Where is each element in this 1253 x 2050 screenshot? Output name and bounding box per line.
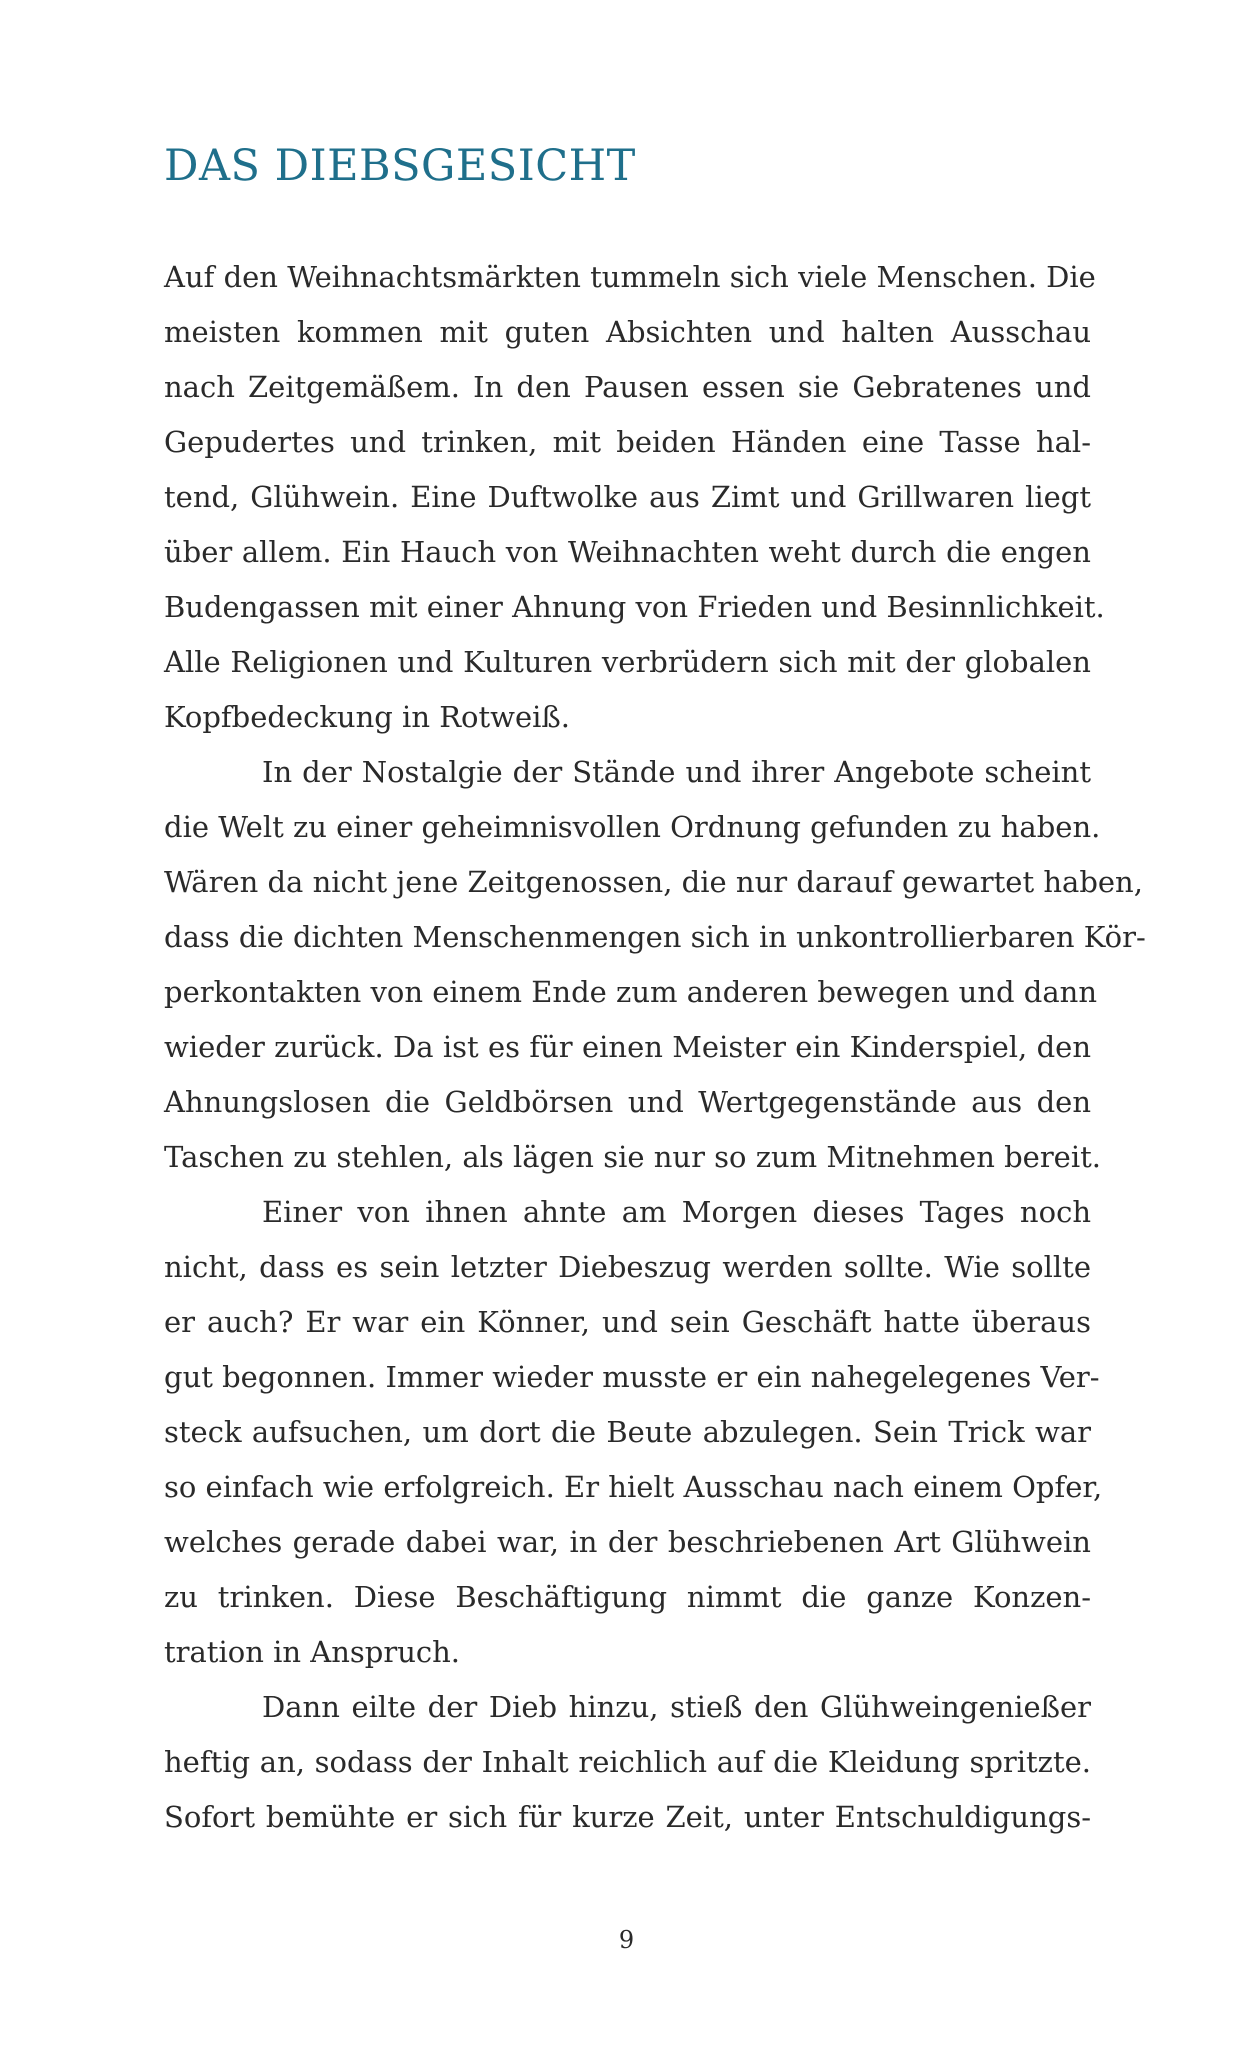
text-line: über allem. Ein Hauch von Weihnachten weht durch die engen	[164, 535, 1091, 569]
text-line: Alle Religionen und Kulturen verbrüdern sich mit der globalen	[164, 645, 1091, 679]
text-line: so einfach wie erfolgreich. Er hielt Ausschau nach einem Opfer,	[164, 1470, 1103, 1504]
text-line: Ahnungslosen die Geldbörsen und Wertgegenstände aus den	[164, 1085, 1091, 1119]
text-line: Taschen zu stehlen, als lägen sie nur so zum Mitnehmen bereit.	[164, 1140, 1101, 1174]
text-line: Auf den Weihnachtsmärkten tummeln sich viele Menschen. Die	[164, 260, 1096, 294]
text-line: tend, Glühwein. Eine Duftwolke aus Zimt und Grillwaren liegt	[164, 480, 1091, 514]
text-line: dass die dichten Menschenmengen sich in unkontrollierbaren Kör-	[164, 920, 1146, 954]
text-line: perkontakten von einem Ende zum anderen bewegen und dann	[164, 975, 1098, 1009]
text-line: nach Zeitgemäßem. In den Pausen essen sie Gebratenes und	[164, 370, 1091, 404]
text-line: zu trinken. Diese Beschäftigung nimmt die ganze Konzen-	[164, 1580, 1091, 1614]
chapter-title: DAS DIEBSGESICHT	[164, 141, 636, 191]
text-line: Einer von ihnen ahnte am Morgen dieses Tages noch	[262, 1195, 1091, 1229]
text-line: In der Nostalgie der Stände und ihrer Angebote scheint	[262, 755, 1091, 789]
text-line: meisten kommen mit guten Absichten und halten Ausschau	[164, 315, 1091, 349]
text-line: die Welt zu einer geheimnisvollen Ordnung gefunden zu haben.	[164, 810, 1101, 844]
text-line: Budengassen mit einer Ahnung von Frieden und Besinnlichkeit.	[164, 590, 1105, 624]
text-line: Wären da nicht jene Zeitgenossen, die nur darauf gewartet haben,	[164, 865, 1143, 899]
text-line: Dann eilte der Dieb hinzu, stieß den Glühweingenießer	[262, 1690, 1091, 1724]
text-line: Kopfbedeckung in Rotweiß.	[164, 700, 571, 734]
text-line: tration in Anspruch.	[164, 1635, 461, 1669]
text-line: welches gerade dabei war, in der beschriebenen Art Glühwein	[164, 1525, 1091, 1559]
page-number: 9	[618, 1926, 635, 1954]
text-line: Gepudertes und trinken, mit beiden Händen eine Tasse hal-	[164, 425, 1091, 459]
text-line: heftig an, sodass der Inhalt reichlich auf die Kleidung spritzte.	[164, 1745, 1091, 1779]
text-line: gut begonnen. Immer wieder musste er ein nahegelegenes Ver-	[164, 1360, 1100, 1394]
text-line: wieder zurück. Da ist es für einen Meister ein Kinderspiel, den	[164, 1030, 1091, 1064]
text-line: steck aufsuchen, um dort die Beute abzulegen. Sein Trick war	[164, 1415, 1091, 1449]
text-line: er auch? Er war ein Könner, und sein Geschäft hatte überaus	[164, 1305, 1091, 1339]
text-line: Sofort bemühte er sich für kurze Zeit, unter Entschuldigungs-	[164, 1800, 1091, 1834]
text-line: nicht, dass es sein letzter Diebeszug werden sollte. Wie sollte	[164, 1250, 1091, 1284]
